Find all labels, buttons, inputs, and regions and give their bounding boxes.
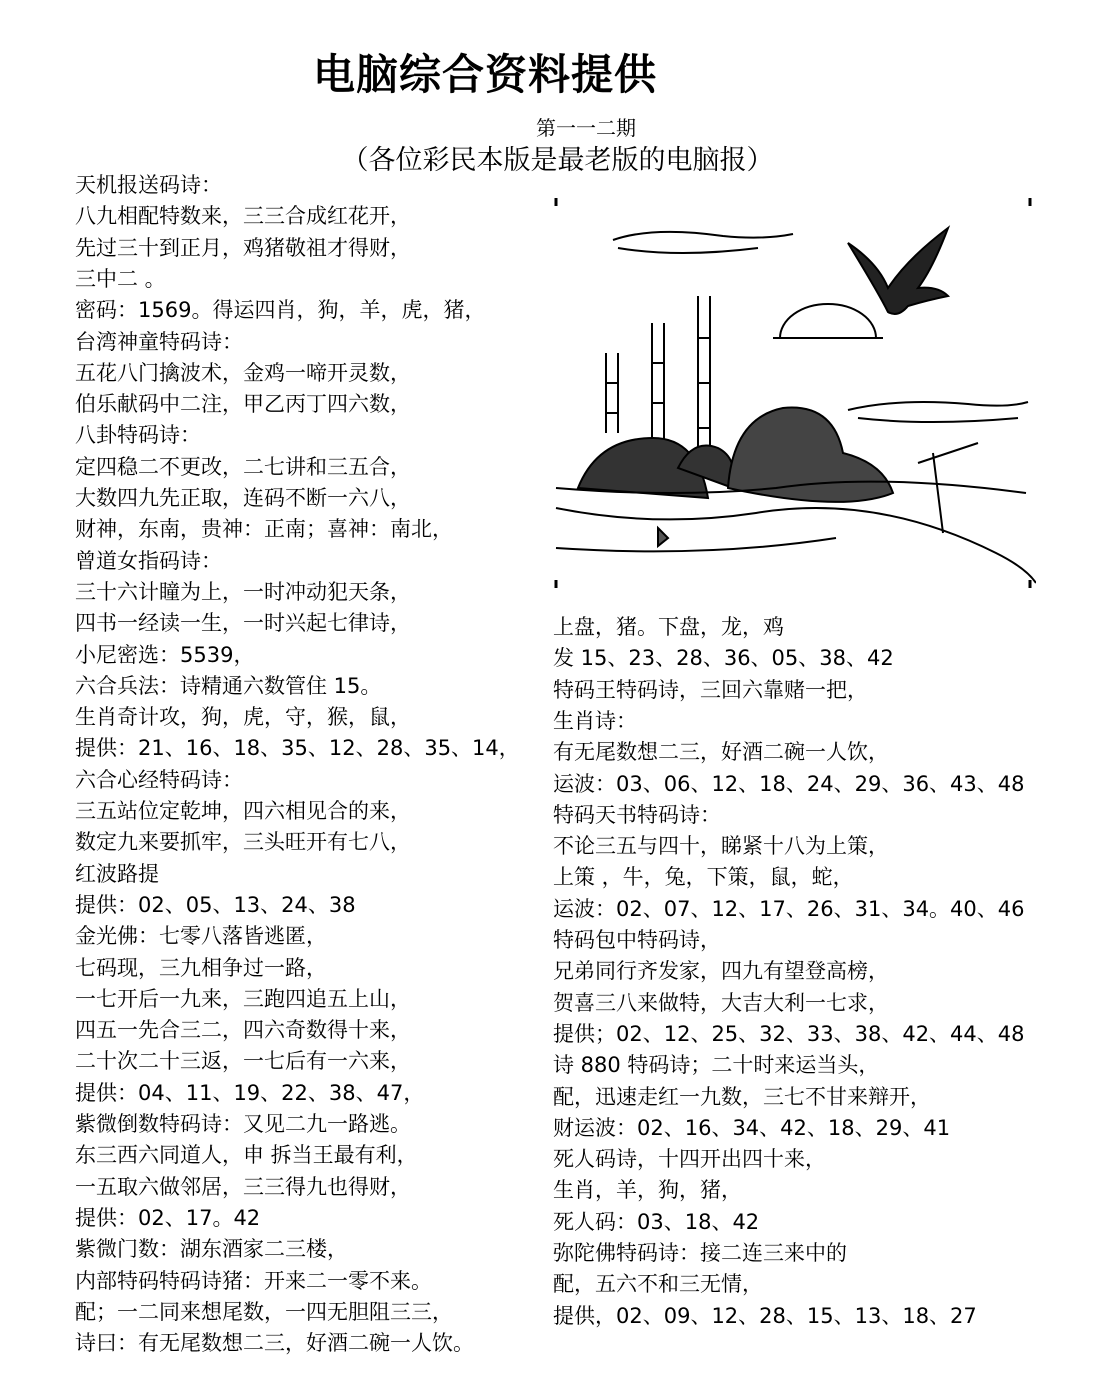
text-line: 二十次二十三返，一七后有一六来， <box>75 1049 411 1074</box>
text-line: 生肖诗： <box>553 708 637 733</box>
text-line: 内部特码特码诗猪：开来二一零不来。 <box>75 1268 432 1293</box>
text-line: 财运波：02、16、34、42、18、29、41 <box>553 1115 951 1140</box>
text-line: 财神，东南，贵神：正南；喜神：南北， <box>75 517 453 542</box>
text-line: 大数四九先正取，连码不断一六八， <box>75 486 411 510</box>
page-subtitle: （各位彩民本版是最老版的电脑报） <box>341 145 774 176</box>
text-line: 曾道女指码诗： <box>75 548 222 573</box>
text-line: 死人码诗，十四开出四十来， <box>553 1147 826 1172</box>
text-line: 提供，02、09、12、28、15、13、18、27 <box>553 1303 977 1328</box>
text-line: 提供：21、16、18、35、12、28、35、14， <box>75 736 520 761</box>
text-line: 弥陀佛特码诗：接二连三来中的 <box>553 1241 847 1265</box>
text-line: 伯乐献码中二注，甲乙丙丁四六数， <box>75 392 411 417</box>
text-line: 四五一先合三二，四六奇数得十来， <box>75 1018 411 1043</box>
text-line: 提供；02、12、25、32、33、38、42、44、48 <box>553 1021 1025 1046</box>
text-line: 特码王特码诗，三回六靠赌一把， <box>553 677 868 702</box>
text-line: 金光佛：七零八落皆逃匿， <box>75 924 327 949</box>
text-line: 配，迅速走红一九数，三七不甘来辩开， <box>553 1084 931 1109</box>
text-line: 七码现，三九相争过一路， <box>75 955 327 980</box>
text-line: 提供：04、11、19、22、38、47， <box>75 1080 425 1105</box>
text-line: 八九相配特数来，三三合成红花开， <box>75 204 411 229</box>
text-line: 死人码：03、18、42 <box>553 1209 760 1234</box>
text-line: 配；一二同来想尾数，一四无胆阻三三， <box>75 1299 453 1324</box>
landscape-illustration <box>548 188 1036 598</box>
issue-number: 第一一二期 <box>536 116 636 140</box>
text-line: 三十六计瞳为上，一时冲动犯天条， <box>75 579 411 604</box>
text-line: 上盘，猪。下盘，龙，鸡 <box>553 615 784 639</box>
text-line: 三五站位定乾坤，四六相见合的来， <box>75 799 411 823</box>
text-line: 定四稳二不更改，二七讲和三五合， <box>75 454 411 479</box>
text-line: 三中二 。 <box>75 266 166 291</box>
text-line: 提供：02、17。42 <box>75 1205 261 1230</box>
text-line: 诗 880 特码诗；二十时来运当头， <box>553 1053 880 1078</box>
text-line: 配，五六不和三无情， <box>553 1272 763 1297</box>
text-line: 五花八门擒波术，金鸡一啼开灵数， <box>75 360 411 385</box>
text-line: 诗曰：有无尾数想二三，好酒二碗一人饮。 <box>75 1331 474 1356</box>
text-line: 紫微倒数特码诗：又见二九一路逃。 <box>75 1112 411 1136</box>
text-line: 红波路提 <box>75 861 159 886</box>
text-line: 台湾神童特码诗： <box>75 329 243 354</box>
text-line: 运波：02、07、12、17、26、31、34。40、46 <box>553 896 1025 921</box>
text-line: 一五取六做邻居，三三得九也得财， <box>75 1174 411 1199</box>
text-line: 上策 ，牛，兔，下策，鼠，蛇， <box>553 865 854 890</box>
text-line: 贺喜三八来做特，大吉大利一七求， <box>553 990 889 1015</box>
text-line: 先过三十到正月，鸡猪敬祖才得财， <box>75 235 411 260</box>
text-line: 兄弟同行齐发家，四九有望登高榜， <box>553 959 889 984</box>
text-line: 不论三五与四十，睇紧十八为上策， <box>553 834 889 859</box>
text-line: 提供：02、05、13、24、38 <box>75 892 356 917</box>
page-title: 电脑综合资料提供 <box>312 50 657 99</box>
text-line: 密码：1569。得运四肖，狗，羊，虎，猪， <box>75 298 486 323</box>
text-line: 生肖奇计攻，狗，虎，守，猴，鼠， <box>75 705 411 730</box>
text-line: 生肖，羊，狗，猪， <box>553 1178 742 1203</box>
text-line: 数定九来要抓牢，三头旺开有七八， <box>75 830 411 855</box>
text-line: 六合心经特码诗： <box>75 767 243 792</box>
text-line: 小尼密选：5539， <box>75 642 255 667</box>
text-line: 天机报送码诗： <box>75 173 222 197</box>
text-line: 六合兵法：诗精通六数管住 15。 <box>75 673 382 698</box>
text-line: 一七开后一九来，三跑四追五上山， <box>75 986 411 1011</box>
text-line: 八卦特码诗： <box>75 423 201 448</box>
text-line: 特码包中特码诗， <box>553 928 721 952</box>
text-line: 东三西六同道人，申 拆当王最有利， <box>75 1143 418 1168</box>
text-line: 有无尾数想二三，好酒二碗一人饮， <box>553 740 889 765</box>
text-line: 运波：03、06、12、18、24、29、36、43、48 <box>553 771 1025 796</box>
text-line: 特码天书特码诗： <box>553 802 721 827</box>
text-line: 四书一经读一生，一时兴起七律诗， <box>75 611 411 636</box>
text-line: 紫微门数：湖东酒家二三楼， <box>75 1237 348 1262</box>
text-line: 发 15、23、28、36、05、38、42 <box>553 646 894 671</box>
